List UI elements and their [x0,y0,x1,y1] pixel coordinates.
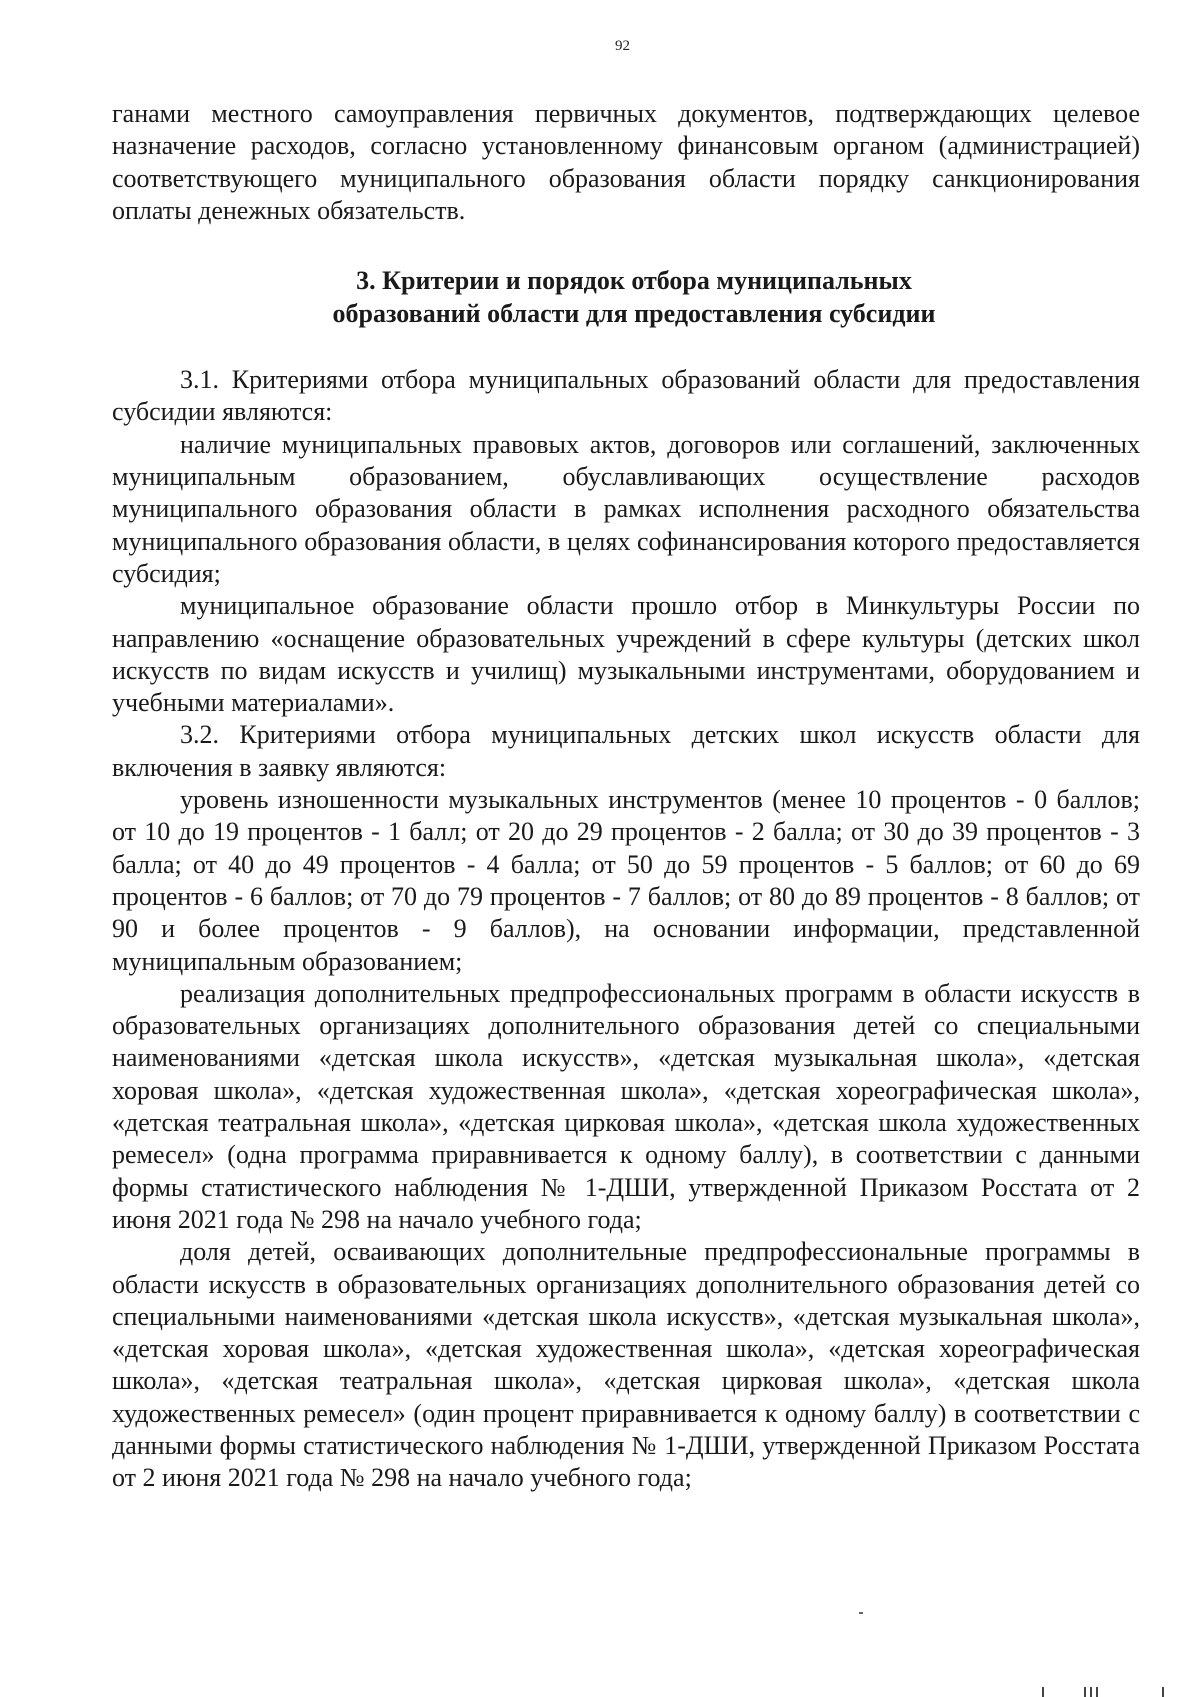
paragraph-continuation: ганами местного самоуправления первичных документов, подтверждающих целевое назначение расходов, согласно установленному финансовым органом (администрацией) соответствующего муниципального образования области порядку санкционирования оплаты денежных обязательств. [112,99,1140,225]
paragraph-3-1-legal-acts: наличие муниципальных правовых актов, договоров или соглашений, заключенных муниципальным образованием, обуславливающих осуществление расходов муниципального образования области в рамках исполнения расходного обязательства муниципального образования области, в целях софинансирования которого предоставляется субсидия; [112,429,1140,588]
scan-artifact-corner [1034,1679,1174,1697]
paragraph-3-1: 3.1. Критериями отбора муниципальных образований области для предоставления субсидии являются: [112,365,1140,427]
paragraph-3-2-children-share: доля детей, осваивающих дополнительные предпрофессиональные программы в области искусств в образовательных организациях дополнительного образования детей со специальными наименованиями «детская школа искусств», «детская музыкальная школа», «детская хоровая школа», «детская художественная школа», «детская хореографическая школа», «детская театральная школа», «детская цирковая школа», «детская школа художественных ремесел» (один процент приравнивается к одному баллу) в соответствии с данными формы статистического наблюдения № 1-ДШИ, утвержденной Приказом Росстата от 2 июня 2021 года № 298 на начало учебного года; [112,1237,1140,1493]
paragraph-3-1-selection: муниципальное образование области прошло отбор в Минкультуры России по направлению «оснащение образовательных учреждений в сфере культуры (детских школ искусств по видам искусств и училищ) музыкальными инструментами, оборудованием и учебными материалами». [112,591,1140,718]
paragraph-3-2-wear-level: уровень изношенности музыкальных инструментов (менее 10 процентов - 0 баллов; от 10 до 19 процентов - 1 балл; от 20 до 29 процентов - 2 балла; от 30 до 39 процентов - 3 балла; от 40 до 49 процентов - 4 балла; от 50 до 59 процентов - 5 баллов; от 60 до 69 процентов - 6 баллов; от 70 до 79 процентов - 7 баллов; от 80 до 89 процентов - 8 баллов; от 90 и более процентов - 9 баллов), на основании информации, представленной муниципальным образованием; [112,785,1140,976]
page-number: 92 [615,38,630,54]
scan-artifact-dot [859,1612,863,1614]
section-heading-line-2: образований области для предоставления субсидии [332,299,936,329]
document-body [112,98,1140,1495]
section-heading-line-1: 3. Критерии и порядок отбора муниципальных [356,266,912,296]
section-heading [112,264,1140,330]
paragraph-3-2: 3.2. Критериями отбора муниципальных детских школ искусств области для включения в заявку являются: [112,720,1140,782]
paragraph-3-2-programs: реализация дополнительных предпрофессиональных программ в области искусств в образовательных организациях дополнительного образования детей со специальными наименованиями «детская школа искусств», «детская музыкальная школа», «детская хоровая школа», «детская художественная школа», «детская хореографическая школа», «детская театральная школа», «детская цирковая школа», «детская школа художественных ремесел» (одна программа приравнивается к одному баллу), в соответствии с данными формы статистического наблюдения № 1-ДШИ, утвержденной Приказом Росстата от 2 июня 2021 года № 298 на начало учебного года; [112,978,1140,1234]
